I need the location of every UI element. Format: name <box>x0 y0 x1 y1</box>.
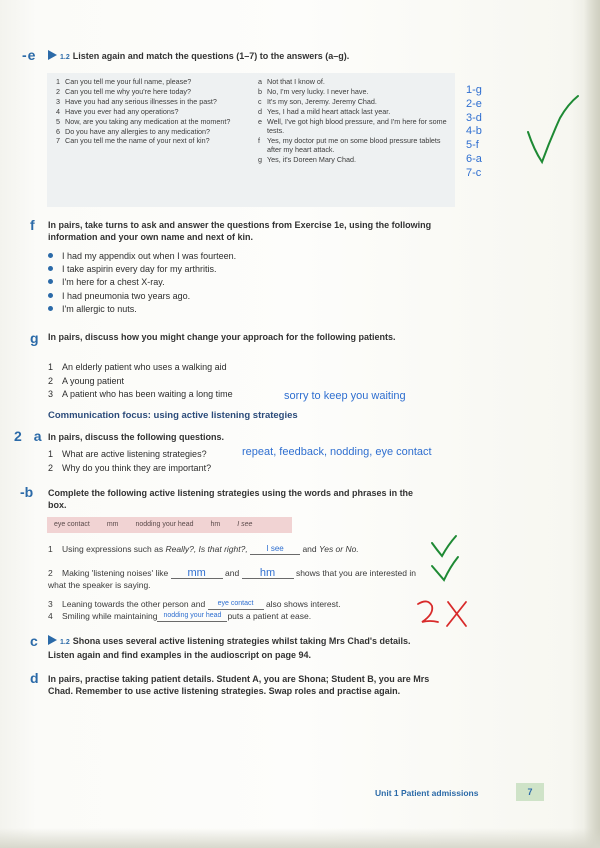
strategy-item-1: 1 Using expressions such as Really?, Is that right?, I see and Yes or No. <box>48 544 359 554</box>
strategy-item-4: 4 Smiling while maintaining nodding your head puts a patient at ease. <box>48 611 312 621</box>
list-item: 1 An elderly patient who uses a walking aid <box>48 362 227 372</box>
question-item: 3 Have you had any serious illnesses in the past? <box>56 96 217 106</box>
list-item: 2 A young patient <box>48 375 125 386</box>
footer-unit-title: Unit 1 Patient admissions <box>375 788 479 798</box>
bullet-item: I had pneumonia two years ago. <box>48 290 448 303</box>
exercise-b-letter: -b <box>20 484 34 500</box>
check-mark-icon <box>432 557 458 580</box>
page-edge-shadow <box>584 0 600 848</box>
exercise-g-letter: g <box>30 330 39 346</box>
list-item: 1 What are active listening strategies? <box>48 449 207 459</box>
bullet-item: I had my appendix out when I was fourteen. <box>48 250 448 263</box>
communication-focus-heading: Communication focus: using active listening strategies <box>48 410 298 421</box>
handwritten-answers: 1-g 2-e 3-d 4-b 5-f 6-a 7-c <box>466 84 482 179</box>
blank-answer[interactable]: mm <box>171 567 223 579</box>
bullet-item: I take aspirin every day for my arthritis. <box>48 263 448 276</box>
exercise-2a-instruction: In pairs, discuss the following questions. <box>48 432 225 442</box>
list-item: 3 A patient who has been waiting a long time <box>48 389 233 399</box>
exercise-g-instruction: In pairs, discuss how you might change your approach for the following patients. <box>48 332 396 342</box>
answer-item: a Not that I know of. <box>258 77 325 86</box>
answer-item: f Yes, my doctor put me on some blood pressure tablets after my heart attack. <box>258 135 441 155</box>
page-number: 7 <box>516 783 544 801</box>
question-item: 6 Do you have any allergies to any medication? <box>56 126 211 136</box>
question-item: 7 Can you tell me the name of your next of kin? <box>56 136 210 146</box>
strategy-item-2: 2 Making 'listening noises' like mm and hm shows that you are interested in what the speaker is saying. <box>48 567 416 590</box>
list-item: 2 Why do you think they are important? <box>48 462 212 473</box>
exercise-d-letter: d <box>30 670 39 686</box>
blank-answer[interactable]: I see <box>250 543 300 555</box>
check-mark-icon <box>432 536 456 556</box>
answer-item: e Well, I've got high blood pressure, and I'm here for some tests. <box>258 116 447 136</box>
answer-item: d Yes, I had a mild heart attack last year. <box>258 106 391 116</box>
exercise-d-instruction: In pairs, practise taking patient details. Student A, you are Shona; Student B, you are Mrs Chad. Remember to use active listening strategies. Swap roles and practise again. <box>48 674 430 696</box>
question-item: 1 Can you tell me your full name, please? <box>56 77 192 86</box>
question-item: 2 Can you tell me why you're here today? <box>56 86 192 96</box>
page-edge-shadow <box>0 828 600 848</box>
handwritten-note-strategies: repeat, feedback, nodding, eye contact <box>242 446 432 458</box>
answer-item: b No, I'm very lucky. I never have. <box>258 86 369 96</box>
exercise-f-letter: f <box>30 217 35 233</box>
question-item: 5 Now, are you taking any medication at the moment? <box>56 116 231 126</box>
blank-answer[interactable]: nodding your head <box>157 610 227 622</box>
correction-mark-icon <box>418 601 438 622</box>
word-box: eye contact mm nodding your head hm I see <box>47 517 292 533</box>
exercise-2a-label: 2 a <box>14 428 42 444</box>
exercise-c-instruction: 1.2 Shona uses several active listening strategies whilst taking Mrs Chad's details. Listen again and find examples in the audioscript on page 94. <box>48 636 411 660</box>
exercise-e-letter: -e <box>22 47 36 63</box>
question-item: 4 Have you ever had any operations? <box>56 106 179 116</box>
exercise-c-letter: c <box>30 633 38 649</box>
exercise-e-instruction: 1.2 Listen again and match the questions (1–7) to the answers (a–g). <box>48 50 349 61</box>
blank-answer[interactable]: eye contact <box>208 598 264 610</box>
exercise-f-instruction: In pairs, take turns to ask and answer the questions from Exercise 1e, using the following information and your own name and next of kin. <box>48 220 432 242</box>
blank-answer[interactable]: hm <box>242 567 294 579</box>
strategy-item-3: 3 Leaning towards the other person and eye contact also shows interest. <box>48 599 341 609</box>
handwritten-note-waiting: sorry to keep you waiting <box>284 390 406 402</box>
answer-item: c It's my son, Jeremy. Jeremy Chad. <box>258 96 377 106</box>
cross-mark-icon <box>447 602 466 626</box>
exercise-b-instruction: Complete the following active listening strategies using the words and phrases in the box. <box>48 488 414 510</box>
check-mark-icon <box>528 96 578 162</box>
audio-track-number: 1.2 <box>60 54 70 61</box>
answer-item: g Yes, it's Doreen Mary Chad. <box>258 155 356 165</box>
bullet-item: I'm allergic to nuts. <box>48 303 448 316</box>
bullet-item: I'm here for a chest X-ray. <box>48 276 448 289</box>
